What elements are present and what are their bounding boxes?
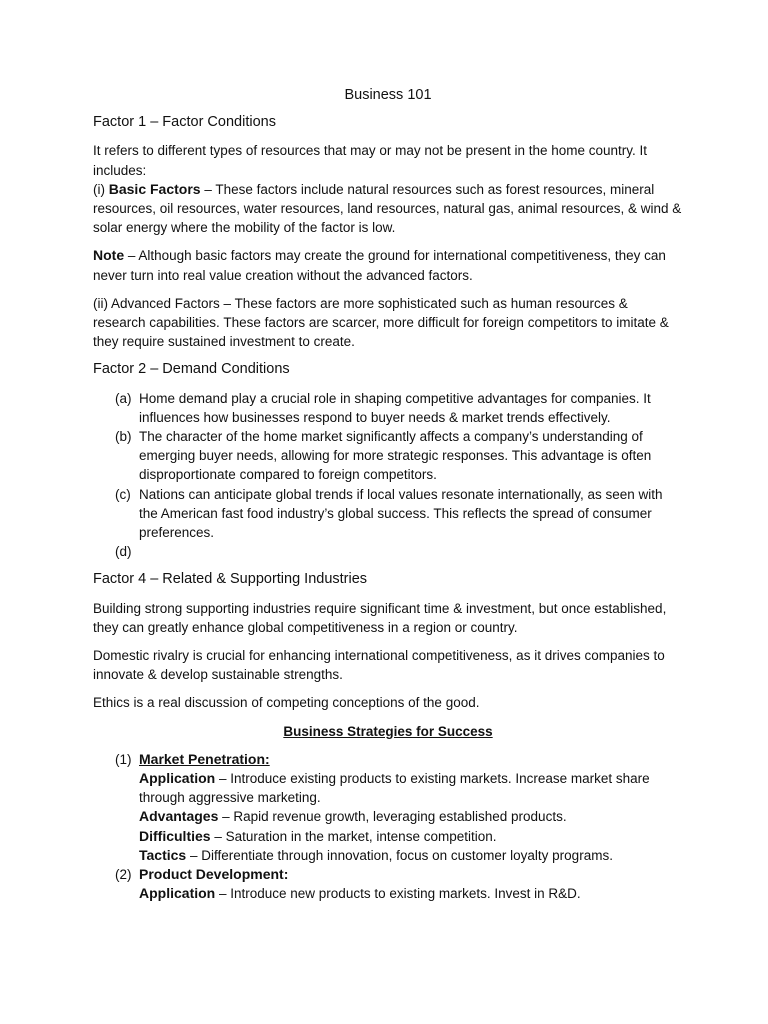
basic-factors-prefix: (i) bbox=[93, 181, 109, 197]
list-marker: (c) bbox=[115, 486, 131, 502]
advanced-factors-paragraph: (ii) Advanced Factors – These factors are more sophisticated such as human resources & research capabilities. These factors are scarcer, more difficult for foreign competitors to imitate & they require sustained investment to create. bbox=[93, 295, 669, 350]
list-marker: (a) bbox=[115, 390, 132, 406]
strategy-title-text: Product Development: bbox=[139, 866, 289, 883]
list-marker: (1) bbox=[115, 751, 132, 767]
advantages-text: – Rapid revenue growth, leveraging established products. bbox=[218, 809, 567, 825]
strategy-product-development bbox=[93, 865, 683, 903]
application-label: Application bbox=[139, 885, 216, 902]
basic-factors-text: – These factors include natural resources such as forest resources, mineral resources, oil resources, water resources, land resources, natural gas, animal resources, & wind & solar energy where the mobility of the factor is low. bbox=[93, 181, 682, 236]
factor4-heading: Factor 4 – Related & Supporting Industries bbox=[93, 571, 368, 588]
strategy-title bbox=[139, 865, 683, 884]
advantages-label: Advantages bbox=[139, 808, 219, 825]
difficulties-label: Difficulties bbox=[139, 827, 211, 844]
factor1-intro: It refers to different types of resources that may or may not be present in the home country. It includes: bbox=[93, 143, 648, 178]
strategy-market-penetration bbox=[93, 750, 683, 865]
note-paragraph bbox=[93, 246, 683, 284]
tactics-line bbox=[139, 846, 683, 865]
application-label: Application bbox=[139, 770, 216, 787]
application-line bbox=[139, 884, 683, 903]
ethics-paragraph: Ethics is a real discussion of competing conceptions of the good. bbox=[93, 695, 480, 711]
basic-factors-label: Basic Factors bbox=[108, 180, 201, 197]
list-item-text: Nations can anticipate global trends if local values resonate internationally, as seen with the American fast food industry’s global success. This reflects the spread of consumer preferences. bbox=[139, 486, 663, 541]
supporting-industries-paragraph: Building strong supporting industries require significant time & investment, but once established, they can greatly enhance global competitiveness in a region or country. bbox=[93, 600, 667, 635]
list-item bbox=[93, 427, 683, 485]
list-marker: (b) bbox=[115, 429, 132, 445]
list-item-text: Home demand play a crucial role in shaping competitive advantages for companies. It influences how businesses respond to buyer needs & market trends effectively. bbox=[139, 390, 651, 425]
list-marker: (2) bbox=[115, 867, 132, 883]
difficulties-text: – Saturation in the market, intense competition. bbox=[210, 828, 497, 844]
application-line bbox=[139, 769, 683, 807]
document-page bbox=[93, 86, 683, 913]
tactics-label: Tactics bbox=[139, 846, 187, 863]
note-text: – Although basic factors may create the ground for international competitiveness, they can never turn into real value creation without the advanced factors. bbox=[93, 248, 666, 283]
advantages-line bbox=[139, 807, 683, 826]
list-marker: (d) bbox=[115, 544, 132, 560]
application-text: – Introduce new products to existing markets. Invest in R&D. bbox=[215, 886, 581, 902]
factor1-paragraph bbox=[93, 141, 683, 237]
note-label: Note bbox=[93, 247, 125, 264]
list-item bbox=[93, 485, 683, 543]
demand-conditions-list bbox=[93, 389, 683, 562]
tactics-text: – Differentiate through innovation, focus on customer loyalty programs. bbox=[186, 847, 613, 863]
strategy-title: Market Penetration: bbox=[139, 750, 270, 767]
list-item-text: The character of the home market significantly affects a company’s understanding of emerging buyer needs, allowing for more strategic responses. This advantage is often disproportionate compared to foreign competitors. bbox=[139, 429, 652, 483]
application-text: – Introduce existing products to existing markets. Increase market share through aggressive marketing. bbox=[139, 771, 650, 806]
factor2-heading: Factor 2 – Demand Conditions bbox=[93, 361, 290, 378]
list-item bbox=[93, 389, 683, 427]
strategies-list bbox=[93, 750, 683, 904]
strategies-heading: Business Strategies for Success bbox=[283, 723, 493, 739]
document-title: Business 101 bbox=[344, 87, 432, 103]
domestic-rivalry-paragraph: Domestic rivalry is crucial for enhancing international competitiveness, as it drives companies to innovate & develop sustainable strengths. bbox=[93, 648, 665, 683]
list-item bbox=[93, 542, 683, 561]
difficulties-line bbox=[139, 827, 683, 846]
factor1-heading: Factor 1 – Factor Conditions bbox=[93, 114, 276, 131]
